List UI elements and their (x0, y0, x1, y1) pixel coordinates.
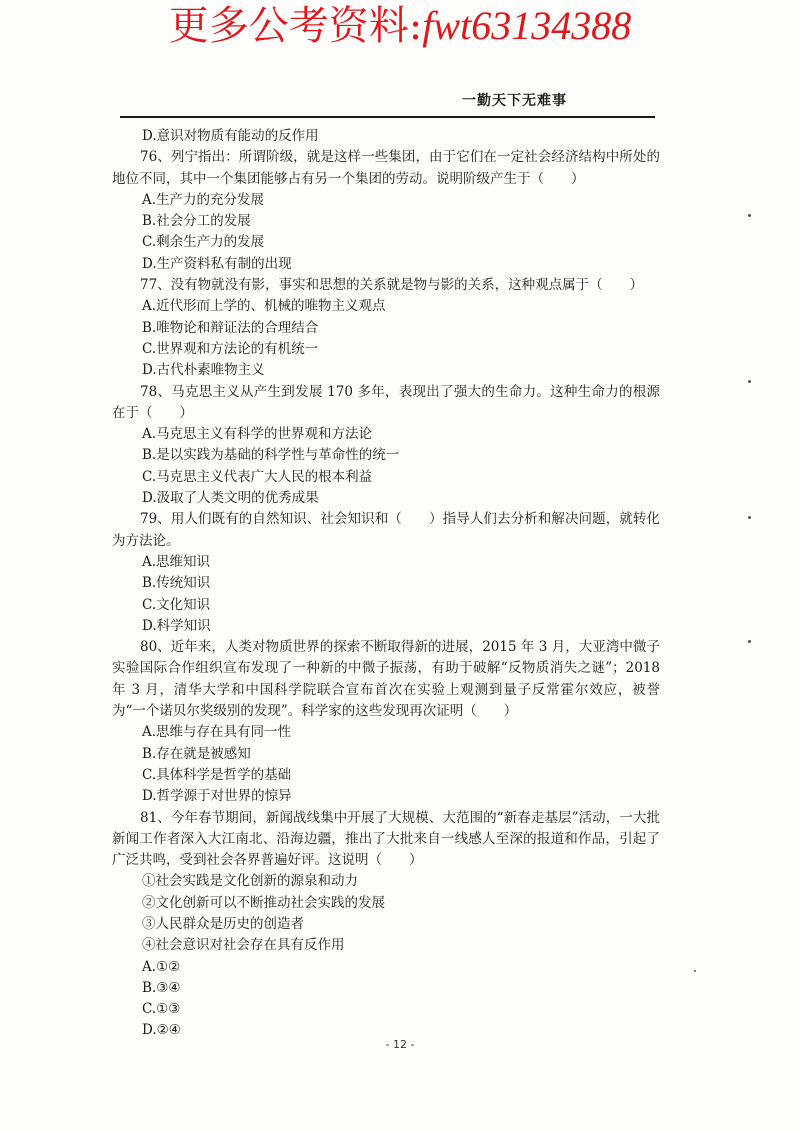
q80-option-c: C.具体科学是哲学的基础 (142, 766, 292, 783)
q76-option-a: A.生产力的充分发展 (142, 191, 265, 208)
q78-option-b: B.是以实践为基础的科学性与革命性的统一 (142, 447, 400, 464)
q76-option-b: B.社会分工的发展 (142, 213, 251, 230)
q80-option-b: B.存在就是被感知 (142, 745, 251, 762)
q80-option-a: A.思维与存在具有同一性 (142, 724, 292, 741)
q76-option-d: D.生产资料私有制的出现 (142, 255, 292, 272)
q79-option-c: C.文化知识 (142, 596, 211, 613)
header-title: 一勤天下无难事 (462, 93, 567, 109)
q81-statement-4: ④社会意识对社会存在具有反作用 (142, 937, 345, 954)
scan-speck (748, 516, 751, 519)
q79-option-a: A.思维知识 (142, 553, 211, 570)
question-77: 77、没有物就没有影，事实和思想的关系就是物与影的关系，这种观点属于（ ） (140, 277, 644, 294)
scan-speck (748, 380, 751, 383)
q77-option-d: D.古代朴素唯物主义 (142, 362, 265, 379)
q81-statement-1: ①社会实践是文化创新的源泉和动力 (142, 873, 358, 890)
banner-prefix: 更多公考资料: (168, 3, 423, 49)
q77-option-c: C.世界观和方法论的有机统一 (142, 340, 319, 357)
q77-option-b: B.唯物论和辩证法的合理结合 (142, 319, 319, 336)
q79-option-b: B.传统知识 (142, 575, 211, 592)
question-81: 81、今年春节期间，新闻战线集中开展了大规模、大范围的“新春走基层”活动，一大批新闻工作者深入大江南北、沿海边疆，推出了大批来自一线感人至深的报道和作品，引起了广泛共鸣，受到社会各界普遍好评。这说明（ ） (112, 809, 660, 869)
q81-option-b: B.③④ (142, 979, 181, 996)
banner-code: fwt63134388 (422, 3, 632, 48)
q80-option-d: D.哲学源于对世界的惊异 (142, 788, 292, 805)
q76-option-c: C.剩余生产力的发展 (142, 234, 265, 251)
option-d-previous: D.意识对物质有能动的反作用 (142, 128, 319, 144)
q78-option-c: C.马克思主义代表广大人民的根本利益 (142, 468, 373, 485)
q81-option-a: A.①② (142, 958, 181, 975)
q81-statement-3: ③人民群众是历史的创造者 (142, 915, 304, 932)
question-79: 79、用人们既有的自然知识、社会知识和（ ）指导人们去分析和解决问题，就转化为方法论。 (112, 511, 660, 549)
q81-statement-2: ②文化创新可以不断推动社会实践的发展 (142, 894, 385, 911)
question-80: 80、近年来，人类对物质世界的探索不断取得新的进展，2015 年 3 月，大亚湾中微子实验国际合作组织宣布发现了一种新的中微子振荡，有助于破解“反物质消失之谜”；2018 年 3 月，清华大学和中国科学院联合宣布首次在实验上观测到量子反常霍尔效应，被誉为“一个诺贝尔奖级别的发现”。科学家的这些发现再次证明（ ） (112, 639, 660, 720)
question-content (112, 126, 660, 1042)
header-rule (120, 116, 655, 118)
q81-option-c: C.①③ (142, 1001, 181, 1018)
question-76: 76、列宁指出：所谓阶级，就是这样一些集团，由于它们在一定社会经济结构中所处的地位不同，其中一个集团能够占有另一个集团的劳动。说明阶级产生于（ ） (112, 149, 660, 187)
q77-option-a: A.近代形而上学的、机械的唯物主义观点 (142, 298, 386, 315)
watermark-banner (0, 2, 800, 50)
q81-option-d: D.②④ (142, 1022, 181, 1039)
q78-option-d: D.汲取了人类文明的优秀成果 (142, 490, 319, 507)
q78-option-a: A.马克思主义有科学的世界观和方法论 (142, 426, 373, 443)
page-header (120, 90, 655, 116)
question-78: 78、马克思主义从产生到发展 170 多年，表现出了强大的生命力。这种生命力的根源在于（ ） (112, 383, 660, 421)
scan-speck (748, 640, 751, 643)
scan-speck (694, 970, 696, 972)
scan-speck (748, 214, 751, 217)
page-number: - 12 - (385, 1038, 415, 1051)
q79-option-d: D.科学知识 (142, 617, 211, 634)
